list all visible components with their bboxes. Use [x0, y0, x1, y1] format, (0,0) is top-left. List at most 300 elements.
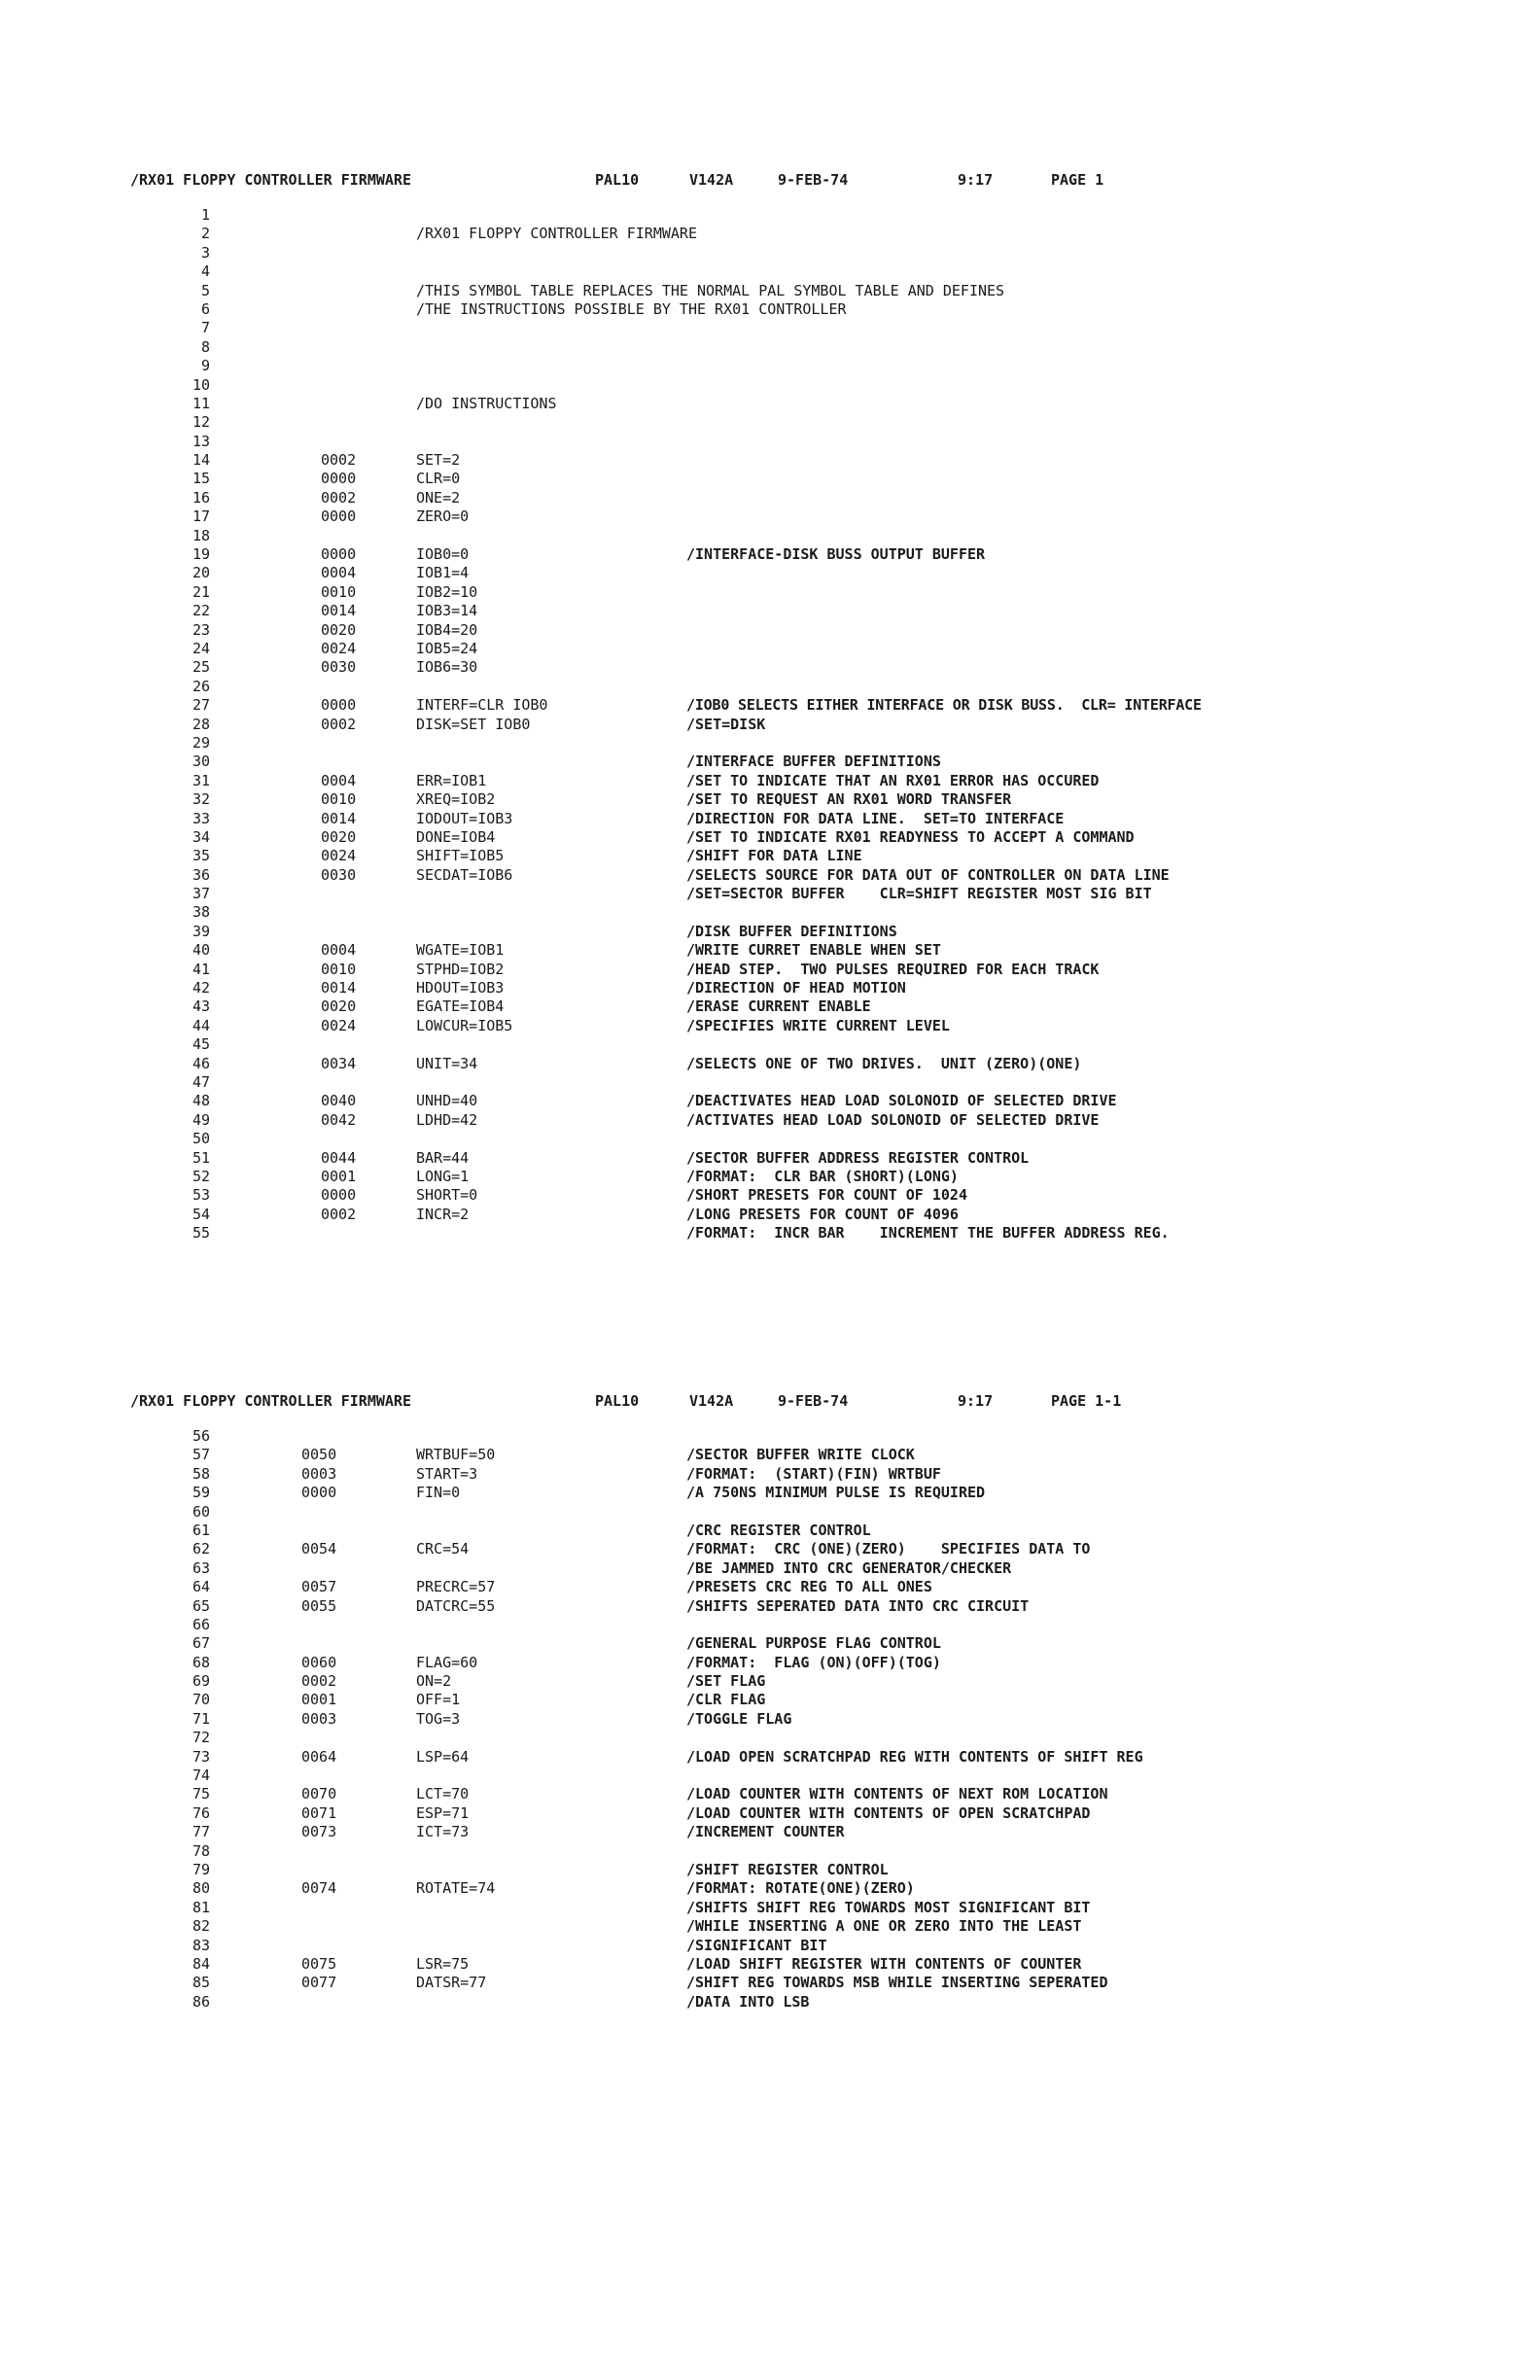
- line-number: 69: [192, 1672, 210, 1691]
- line-number: 10: [192, 375, 210, 394]
- comment-text: /SECTOR BUFFER ADDRESS REGISTER CONTROL: [686, 1148, 1030, 1167]
- source-statement: XREQ=IOB2: [416, 790, 496, 809]
- line-number: 45: [192, 1035, 210, 1054]
- octal-value: 0014: [321, 602, 357, 620]
- source-statement: WGATE=IOB1: [416, 941, 505, 960]
- line-number: 6: [200, 299, 210, 318]
- line-number: 74: [192, 1767, 210, 1785]
- comment-text: /SHIFTS SEPERATED DATA INTO CRC CIRCUIT: [686, 1596, 1030, 1615]
- comment-text: /LONG PRESETS FOR COUNT OF 4096: [686, 1205, 959, 1223]
- listing-line: [0, 1427, 1540, 1446]
- line-number: 57: [192, 1446, 210, 1464]
- listing-line: [0, 979, 1540, 998]
- listing-line: [0, 1149, 1540, 1168]
- listing-line: [0, 1729, 1540, 1747]
- line-number: 8: [200, 337, 210, 356]
- line-number: 21: [192, 582, 210, 601]
- comment-text: /SET TO INDICATE THAT AN RX01 ERROR HAS OCCURED: [686, 771, 1100, 789]
- comment-text: /DEACTIVATES HEAD LOAD SOLONOID OF SELECTED DRIVE: [686, 1092, 1117, 1110]
- line-number: 4: [200, 262, 210, 281]
- octal-value: 0004: [321, 771, 357, 789]
- comment-text: /SET TO REQUEST AN RX01 WORD TRANSFER: [686, 790, 1012, 809]
- listing-line: [0, 1092, 1540, 1110]
- line-number: 20: [192, 564, 210, 582]
- source-statement: IOB3=14: [416, 602, 478, 620]
- octal-value: 0034: [321, 1054, 357, 1072]
- source-statement: UNIT=34: [416, 1054, 478, 1072]
- octal-value: 0060: [301, 1653, 337, 1671]
- listing-line: [0, 1955, 1540, 1974]
- octal-value: 0044: [321, 1148, 357, 1167]
- source-statement: INCR=2: [416, 1205, 470, 1223]
- source-statement: CLR=0: [416, 470, 461, 488]
- octal-value: 0040: [321, 1092, 357, 1110]
- line-number: 53: [192, 1186, 210, 1205]
- line-number: 84: [192, 1954, 210, 1973]
- source-statement: LOWCUR=IOB5: [416, 1016, 513, 1034]
- source-statement: DONE=IOB4: [416, 827, 496, 846]
- listing-line: [0, 1879, 1540, 1898]
- listing-line: [0, 1073, 1540, 1092]
- comment-text: /FORMAT: CLR BAR (SHORT)(LONG): [686, 1167, 959, 1185]
- listing-line: [0, 1842, 1540, 1861]
- listing-line: [0, 1206, 1540, 1224]
- octal-value: 0002: [321, 451, 357, 470]
- listing-line: [0, 1861, 1540, 1879]
- comment-text: /DIRECTION OF HEAD MOTION: [686, 979, 906, 998]
- octal-value: 0057: [301, 1578, 337, 1596]
- source-statement: DISK=SET IOB0: [416, 715, 531, 733]
- listing-line: [0, 262, 1540, 281]
- comment-text: /LOAD COUNTER WITH CONTENTS OF OPEN SCRATCHPAD: [686, 1803, 1091, 1822]
- listing-line: [0, 1785, 1540, 1803]
- line-number: 49: [192, 1110, 210, 1129]
- line-number: 22: [192, 602, 210, 620]
- comment-text: /SET=SECTOR BUFFER CLR=SHIFT REGISTER MOST SIG BIT: [686, 885, 1152, 903]
- source-statement: IOB2=10: [416, 582, 478, 601]
- line-number: 54: [192, 1205, 210, 1223]
- listing-line: [0, 1823, 1540, 1841]
- source-statement: LCT=70: [416, 1785, 470, 1803]
- source-statement: ZERO=0: [416, 508, 470, 526]
- listing-line: [0, 1035, 1540, 1054]
- comment-text: /ERASE CURRENT ENABLE: [686, 998, 871, 1016]
- header-title: /RX01 FLOPPY CONTROLLER FIRMWARE: [130, 1392, 411, 1410]
- line-number: 65: [192, 1596, 210, 1615]
- line-number: 5: [200, 281, 210, 299]
- listing-line: [0, 1522, 1540, 1540]
- comment-text: /SIGNIFICANT BIT: [686, 1936, 827, 1954]
- listing-line: [0, 772, 1540, 790]
- listing-line: [0, 1055, 1540, 1073]
- listing-line: [0, 1503, 1540, 1522]
- comment-text: /FORMAT: CRC (ONE)(ZERO) SPECIFIES DATA TO: [686, 1540, 1091, 1558]
- comment-text: /INTERFACE BUFFER DEFINITIONS: [686, 752, 941, 771]
- header-page-number: PAGE 1-1: [1051, 1392, 1122, 1410]
- line-number: 64: [192, 1578, 210, 1596]
- octal-value: 0030: [321, 865, 357, 884]
- line-number: 58: [192, 1464, 210, 1483]
- octal-value: 0010: [321, 960, 357, 978]
- source-statement: FIN=0: [416, 1484, 461, 1502]
- line-number: 36: [192, 865, 210, 884]
- line-number: 66: [192, 1615, 210, 1633]
- comment-text: /TOGGLE FLAG: [686, 1709, 792, 1728]
- source-statement: LDHD=42: [416, 1110, 478, 1129]
- listing-line: [0, 1710, 1540, 1729]
- header-assembler: PAL10: [595, 171, 640, 189]
- line-number: 80: [192, 1879, 210, 1898]
- source-statement: BAR=44: [416, 1148, 470, 1167]
- comment-text: /SPECIFIES WRITE CURRENT LEVEL: [686, 1016, 950, 1034]
- source-statement: EGATE=IOB4: [416, 998, 505, 1016]
- listing-line: [0, 225, 1540, 243]
- header-time: 9:17: [958, 171, 994, 189]
- listing-line: [0, 1899, 1540, 1917]
- listing-line: [0, 696, 1540, 715]
- source-statement: IOB6=30: [416, 658, 478, 677]
- listing-line: [0, 300, 1540, 319]
- line-number: 62: [192, 1540, 210, 1558]
- octal-value: 0020: [321, 998, 357, 1016]
- comment-text: /SET FLAG: [686, 1672, 766, 1691]
- header-title: /RX01 FLOPPY CONTROLLER FIRMWARE: [130, 171, 411, 189]
- listing-line: [0, 923, 1540, 941]
- listing-line: [0, 678, 1540, 696]
- line-number: 1: [200, 206, 210, 224]
- source-statement: ON=2: [416, 1672, 452, 1691]
- line-number: 23: [192, 620, 210, 639]
- source-statement: TOG=3: [416, 1709, 461, 1728]
- header-assembler: PAL10: [595, 1392, 640, 1410]
- source-statement: SHORT=0: [416, 1186, 478, 1205]
- comment-text: /HEAD STEP. TWO PULSES REQUIRED FOR EACH TRACK: [686, 960, 1100, 978]
- listing-line: [0, 206, 1540, 225]
- listing-line: [0, 451, 1540, 470]
- listing-line: [0, 941, 1540, 960]
- line-number: 17: [192, 508, 210, 526]
- listing-line: [0, 734, 1540, 752]
- source-statement: STPHD=IOB2: [416, 960, 505, 978]
- octal-value: 0000: [321, 1186, 357, 1205]
- line-number: 79: [192, 1860, 210, 1878]
- line-number: 11: [192, 394, 210, 412]
- listing-line: [0, 1691, 1540, 1709]
- source-statement: INTERF=CLR IOB0: [416, 696, 548, 715]
- line-number: 86: [192, 1992, 210, 2011]
- line-number: 63: [192, 1558, 210, 1577]
- octal-value: 0064: [301, 1747, 337, 1766]
- listing-line: [0, 376, 1540, 395]
- octal-value: 0001: [321, 1167, 357, 1185]
- octal-value: 0000: [321, 545, 357, 564]
- line-number: 16: [192, 488, 210, 507]
- source-statement: SET=2: [416, 451, 461, 470]
- listing-line: [0, 885, 1540, 903]
- source-statement: IOB4=20: [416, 620, 478, 639]
- line-number: 35: [192, 847, 210, 865]
- octal-value: 0014: [321, 979, 357, 998]
- listing-line: [0, 489, 1540, 508]
- comment-text: /WRITE CURRET ENABLE WHEN SET: [686, 941, 941, 960]
- source-statement: WRTBUF=50: [416, 1446, 496, 1464]
- source-statement: DATCRC=55: [416, 1596, 496, 1615]
- listing-line: [0, 1484, 1540, 1502]
- source-statement: OFF=1: [416, 1691, 461, 1709]
- page-header: [0, 171, 1540, 206]
- line-number: 9: [200, 357, 210, 375]
- listing-line: [0, 810, 1540, 828]
- comment-text: /LOAD COUNTER WITH CONTENTS OF NEXT ROM LOCATION: [686, 1785, 1108, 1803]
- source-statement: ICT=73: [416, 1823, 470, 1841]
- line-number: 13: [192, 432, 210, 450]
- page-header: [0, 1392, 1540, 1427]
- line-number: 70: [192, 1691, 210, 1709]
- line-number: 81: [192, 1898, 210, 1916]
- line-number: 27: [192, 696, 210, 715]
- comment-text: /SHORT PRESETS FOR COUNT OF 1024: [686, 1186, 967, 1205]
- line-number: 42: [192, 979, 210, 998]
- line-number: 12: [192, 413, 210, 432]
- source-statement: /RX01 FLOPPY CONTROLLER FIRMWARE: [416, 225, 697, 243]
- line-number: 76: [192, 1803, 210, 1822]
- listing-line: [0, 1937, 1540, 1955]
- listing-line: [0, 1186, 1540, 1205]
- line-number: 30: [192, 752, 210, 771]
- line-number: 61: [192, 1521, 210, 1539]
- listing-line: [0, 658, 1540, 677]
- octal-value: 0030: [321, 658, 357, 677]
- source-statement: IOB0=0: [416, 545, 470, 564]
- comment-text: /FORMAT: (START)(FIN) WRTBUF: [686, 1464, 941, 1483]
- listing-line: [0, 1465, 1540, 1484]
- listing-line: [0, 564, 1540, 582]
- source-statement: IOB1=4: [416, 564, 470, 582]
- listing-line: [0, 1634, 1540, 1653]
- listing-line: [0, 602, 1540, 620]
- listing-line: [0, 527, 1540, 545]
- listing-line: [0, 1672, 1540, 1691]
- line-number: 82: [192, 1917, 210, 1936]
- listing-line: [0, 244, 1540, 262]
- comment-text: /SET=DISK: [686, 715, 766, 733]
- line-number: 78: [192, 1841, 210, 1860]
- listing-page-2: [0, 1392, 1540, 2012]
- listing-line: [0, 1540, 1540, 1558]
- octal-value: 0075: [301, 1954, 337, 1973]
- octal-value: 0024: [321, 1016, 357, 1034]
- octal-value: 0024: [321, 639, 357, 657]
- listing-body: [0, 206, 1540, 1242]
- comment-text: /SELECTS SOURCE FOR DATA OUT OF CONTROLLER ON DATA LINE: [686, 865, 1170, 884]
- source-statement: CRC=54: [416, 1540, 470, 1558]
- comment-text: /ACTIVATES HEAD LOAD SOLONOID OF SELECTED DRIVE: [686, 1110, 1100, 1129]
- listing-line: [0, 961, 1540, 979]
- source-statement: SECDAT=IOB6: [416, 865, 513, 884]
- octal-value: 0004: [321, 564, 357, 582]
- comment-text: /BE JAMMED INTO CRC GENERATOR/CHECKER: [686, 1558, 1012, 1577]
- line-number: 18: [192, 526, 210, 544]
- octal-value: 0003: [301, 1709, 337, 1728]
- line-number: 40: [192, 941, 210, 960]
- listing-line: [0, 508, 1540, 526]
- octal-value: 0000: [301, 1484, 337, 1502]
- line-number: 29: [192, 733, 210, 752]
- header-date: 9-FEB-74: [778, 1392, 849, 1410]
- line-number: 31: [192, 771, 210, 789]
- source-statement: /DO INSTRUCTIONS: [416, 394, 557, 412]
- comment-text: /WHILE INSERTING A ONE OR ZERO INTO THE LEAST: [686, 1917, 1082, 1936]
- source-statement: /THE INSTRUCTIONS POSSIBLE BY THE RX01 CONTROLLER: [416, 299, 847, 318]
- listing-line: [0, 338, 1540, 357]
- octal-value: 0002: [321, 488, 357, 507]
- line-number: 37: [192, 885, 210, 903]
- octal-value: 0010: [321, 582, 357, 601]
- line-number: 2: [200, 225, 210, 243]
- comment-text: /INTERFACE-DISK BUSS OUTPUT BUFFER: [686, 545, 986, 564]
- octal-value: 0020: [321, 827, 357, 846]
- listing-line: [0, 1917, 1540, 1936]
- line-number: 51: [192, 1148, 210, 1167]
- line-number: 60: [192, 1502, 210, 1521]
- octal-value: 0020: [321, 620, 357, 639]
- line-number: 48: [192, 1092, 210, 1110]
- listing-line: [0, 790, 1540, 809]
- listing-line: [0, 583, 1540, 602]
- line-number: 3: [200, 243, 210, 262]
- octal-value: 0070: [301, 1785, 337, 1803]
- source-statement: IOB5=24: [416, 639, 478, 657]
- listing-line: [0, 640, 1540, 658]
- listing-line: [0, 1748, 1540, 1767]
- octal-value: 0024: [321, 847, 357, 865]
- listing-line: [0, 1616, 1540, 1634]
- source-statement: HDOUT=IOB3: [416, 979, 505, 998]
- line-number: 72: [192, 1729, 210, 1747]
- octal-value: 0050: [301, 1446, 337, 1464]
- listing-line: [0, 866, 1540, 885]
- octal-value: 0074: [301, 1879, 337, 1898]
- source-statement: DATSR=77: [416, 1974, 487, 1992]
- listing-line: [0, 1993, 1540, 2012]
- source-statement: START=3: [416, 1464, 478, 1483]
- listing-line: [0, 1804, 1540, 1823]
- octal-value: 0002: [321, 1205, 357, 1223]
- listing-line: [0, 1597, 1540, 1616]
- line-number: 32: [192, 790, 210, 809]
- line-number: 25: [192, 658, 210, 677]
- line-number: 67: [192, 1634, 210, 1653]
- comment-text: /PRESETS CRC REG TO ALL ONES: [686, 1578, 932, 1596]
- comment-text: /SECTOR BUFFER WRITE CLOCK: [686, 1446, 915, 1464]
- comment-text: /CLR FLAG: [686, 1691, 766, 1709]
- octal-value: 0000: [321, 470, 357, 488]
- listing-line: [0, 903, 1540, 922]
- source-statement: ONE=2: [416, 488, 461, 507]
- listing-line: [0, 357, 1540, 375]
- listing-line: [0, 413, 1540, 432]
- listing-line: [0, 716, 1540, 734]
- source-statement: FLAG=60: [416, 1653, 478, 1671]
- line-number: 50: [192, 1130, 210, 1148]
- line-number: 26: [192, 677, 210, 695]
- octal-value: 0014: [321, 809, 357, 827]
- line-number: 43: [192, 998, 210, 1016]
- source-statement: UNHD=40: [416, 1092, 478, 1110]
- comment-text: /SHIFT FOR DATA LINE: [686, 847, 862, 865]
- listing-line: [0, 1654, 1540, 1672]
- listing-line: [0, 282, 1540, 300]
- comment-text: /IOB0 SELECTS EITHER INTERFACE OR DISK BUSS. CLR= INTERFACE: [686, 696, 1202, 715]
- listing-line: [0, 828, 1540, 847]
- comment-text: /FORMAT: INCR BAR INCREMENT THE BUFFER ADDRESS REG.: [686, 1224, 1170, 1242]
- listing-line: [0, 433, 1540, 451]
- line-number: 7: [200, 319, 210, 337]
- listing-line: [0, 621, 1540, 640]
- line-number: 19: [192, 545, 210, 564]
- octal-value: 0002: [321, 715, 357, 733]
- comment-text: /SHIFTS SHIFT REG TOWARDS MOST SIGNIFICANT BIT: [686, 1898, 1091, 1916]
- listing-line: [0, 1974, 1540, 1992]
- octal-value: 0071: [301, 1803, 337, 1822]
- comment-text: /DIRECTION FOR DATA LINE. SET=TO INTERFACE: [686, 809, 1065, 827]
- line-number: 33: [192, 809, 210, 827]
- line-number: 75: [192, 1785, 210, 1803]
- comment-text: /LOAD SHIFT REGISTER WITH CONTENTS OF COUNTER: [686, 1954, 1082, 1973]
- comment-text: /SHIFT REGISTER CONTROL: [686, 1860, 889, 1878]
- line-number: 83: [192, 1936, 210, 1954]
- listing-line: [0, 395, 1540, 413]
- comment-text: /SHIFT REG TOWARDS MSB WHILE INSERTING SEPERATED: [686, 1974, 1108, 1992]
- line-number: 39: [192, 922, 210, 940]
- header-date: 9-FEB-74: [778, 171, 849, 189]
- octal-value: 0077: [301, 1974, 337, 1992]
- comment-text: /FORMAT: FLAG (ON)(OFF)(TOG): [686, 1653, 941, 1671]
- source-statement: ROTATE=74: [416, 1879, 496, 1898]
- line-number: 52: [192, 1167, 210, 1185]
- listing-line: [0, 545, 1540, 564]
- octal-value: 0004: [321, 941, 357, 960]
- line-number: 34: [192, 827, 210, 846]
- source-statement: IODOUT=IOB3: [416, 809, 513, 827]
- listing-line: [0, 1767, 1540, 1785]
- line-number: 68: [192, 1653, 210, 1671]
- octal-value: 0001: [301, 1691, 337, 1709]
- comment-text: /DISK BUFFER DEFINITIONS: [686, 922, 897, 940]
- listing-line: [0, 1446, 1540, 1464]
- source-statement: SHIFT=IOB5: [416, 847, 505, 865]
- listing-line: [0, 1224, 1540, 1242]
- line-number: 59: [192, 1484, 210, 1502]
- source-statement: LSP=64: [416, 1747, 470, 1766]
- line-number: 55: [192, 1224, 210, 1242]
- listing-line: [0, 319, 1540, 337]
- line-number: 14: [192, 451, 210, 470]
- line-number: 73: [192, 1747, 210, 1766]
- comment-text: /A 750NS MINIMUM PULSE IS REQUIRED: [686, 1484, 986, 1502]
- source-statement: /THIS SYMBOL TABLE REPLACES THE NORMAL PAL SYMBOL TABLE AND DEFINES: [416, 281, 1005, 299]
- listing-line: [0, 1578, 1540, 1596]
- line-number: 46: [192, 1054, 210, 1072]
- header-version: V142A: [689, 171, 734, 189]
- comment-text: /GENERAL PURPOSE FLAG CONTROL: [686, 1634, 941, 1653]
- comment-text: /CRC REGISTER CONTROL: [686, 1521, 871, 1539]
- listing-body: [0, 1427, 1540, 2012]
- line-number: 28: [192, 715, 210, 733]
- comment-text: /SET TO INDICATE RX01 READYNESS TO ACCEPT A COMMAND: [686, 827, 1135, 846]
- listing-line: [0, 1017, 1540, 1035]
- comment-text: /LOAD OPEN SCRATCHPAD REG WITH CONTENTS OF SHIFT REG: [686, 1747, 1143, 1766]
